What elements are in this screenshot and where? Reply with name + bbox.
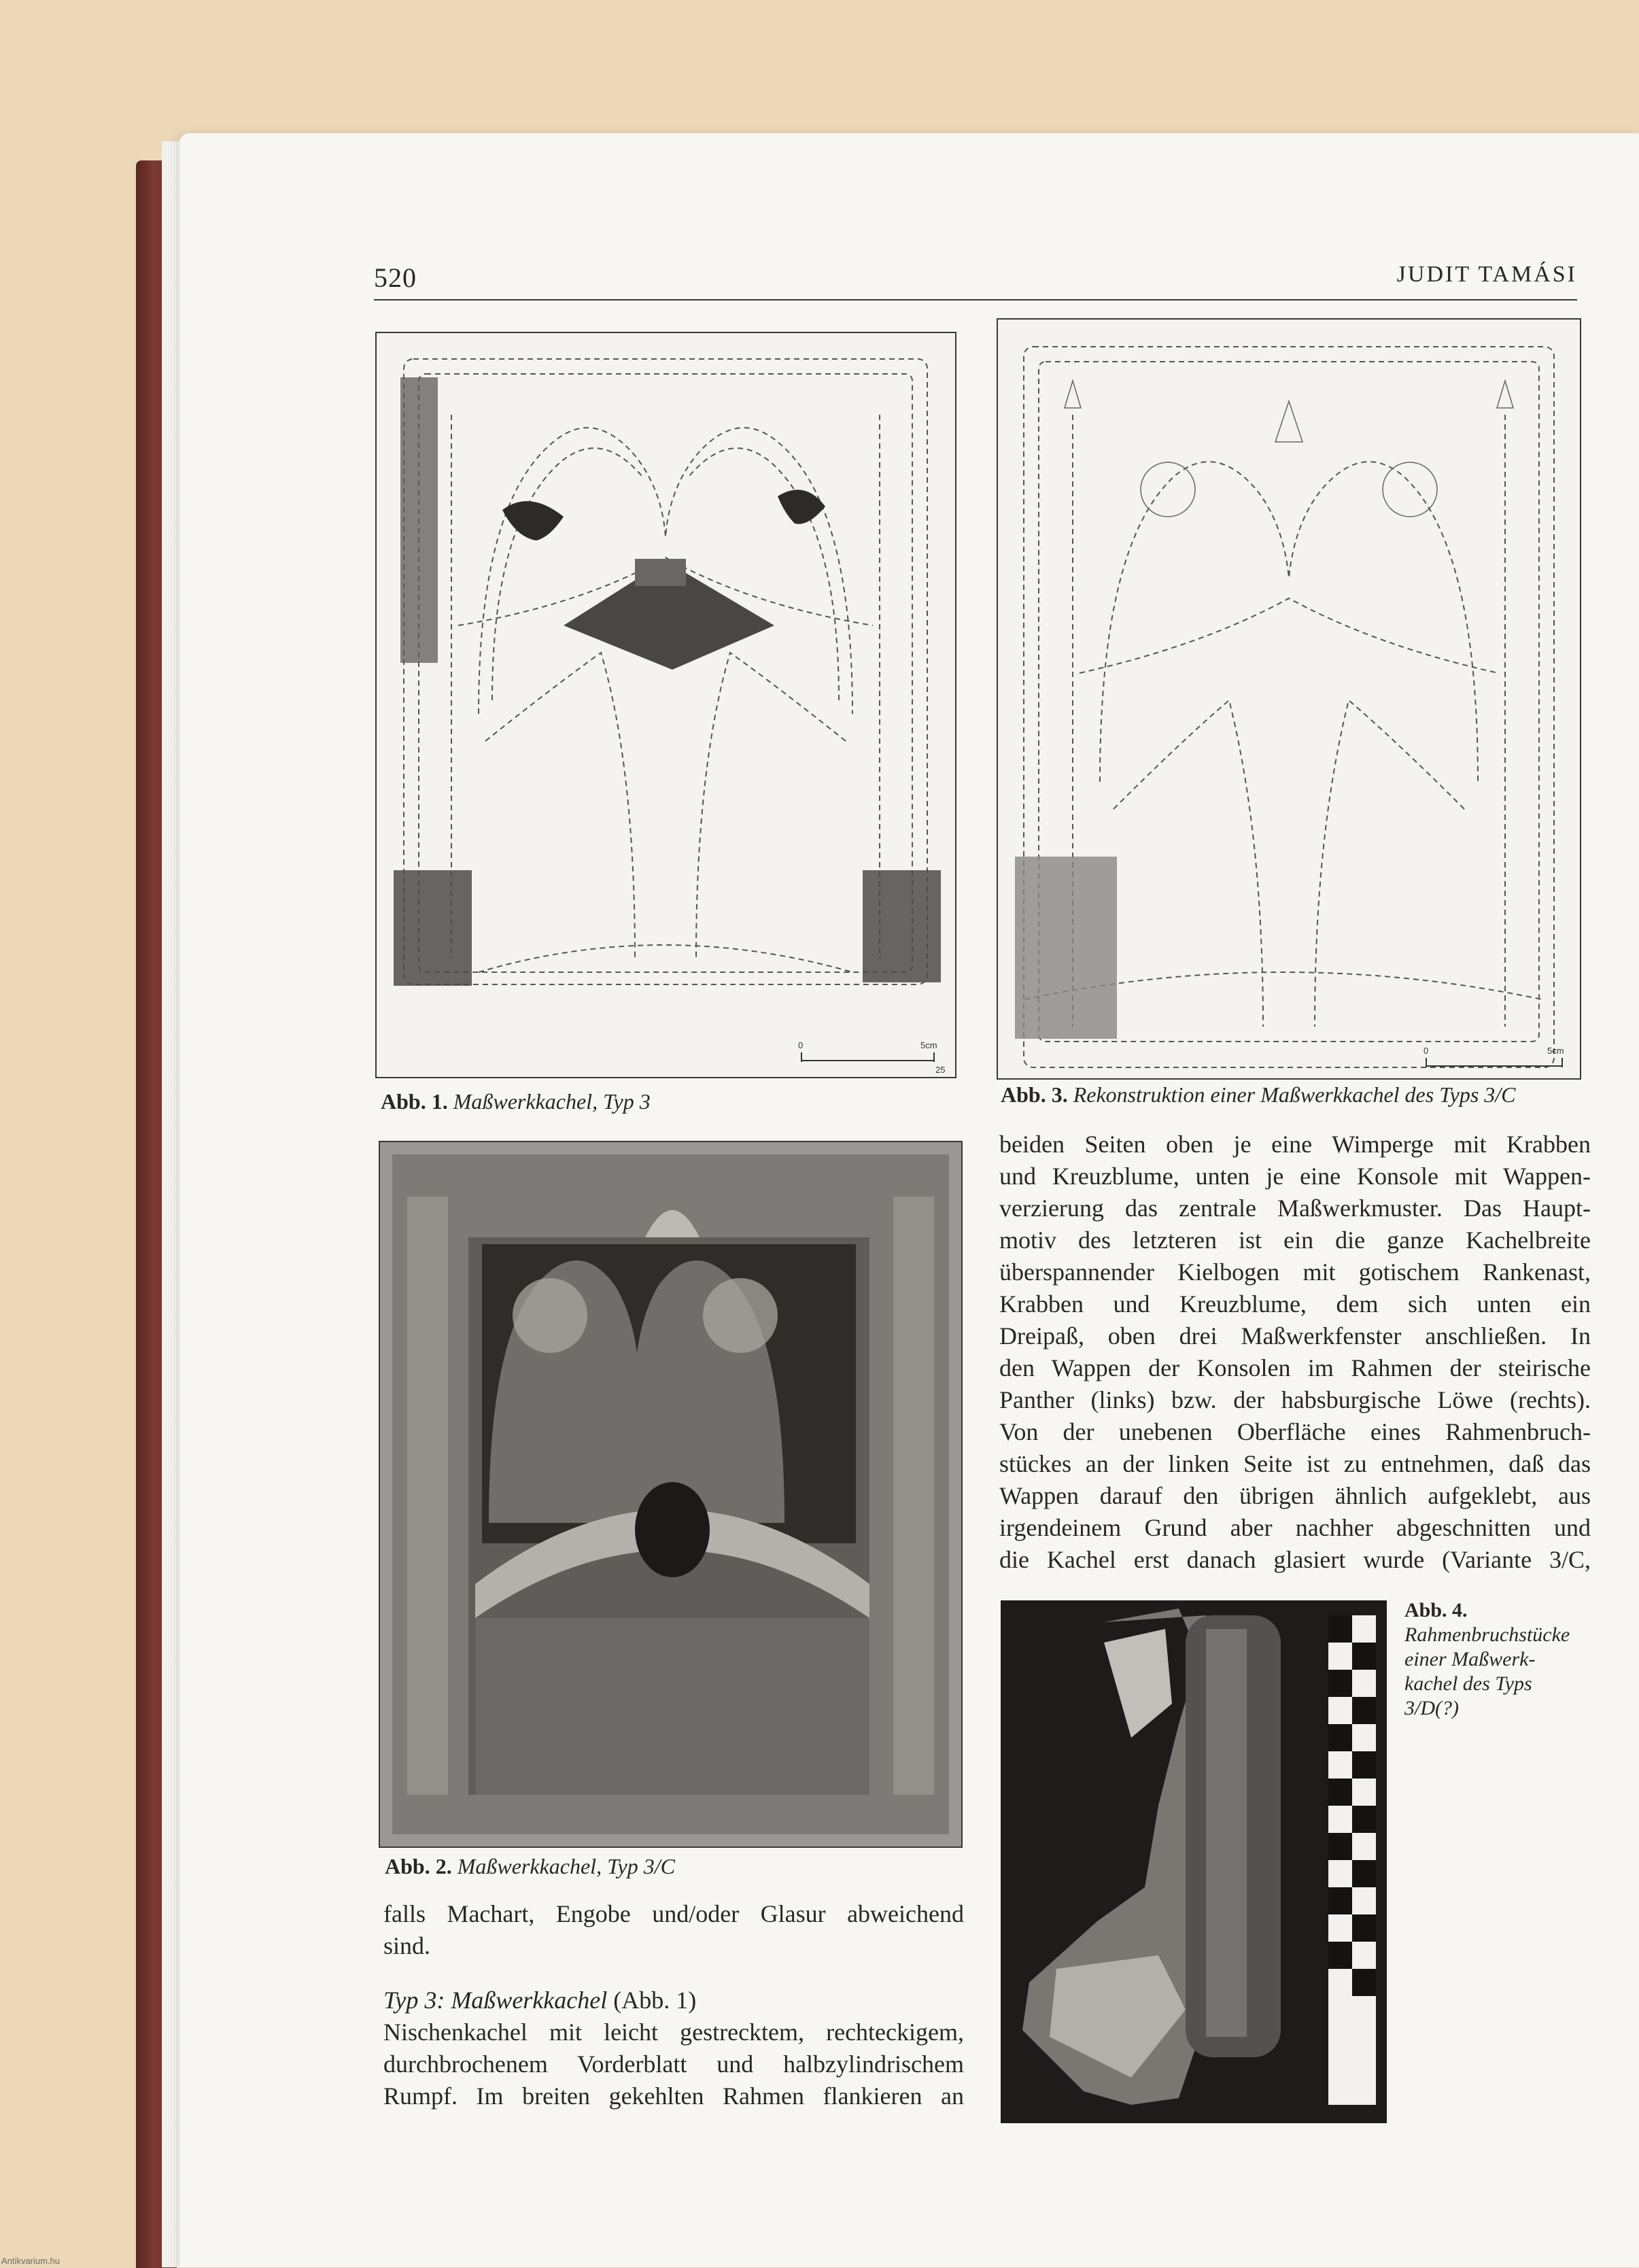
text-line: Panther (links) bzw. der habsburgische Löwe (rechts). — [999, 1386, 1591, 1413]
figure-3-caption-text: Rekonstruktion einer Maßwerkkachel des Typs 3/C — [1073, 1082, 1516, 1107]
section-heading-line — [383, 1984, 964, 2016]
header-rule — [374, 299, 1577, 300]
figure-2-label: Abb. 2. — [385, 1854, 458, 1878]
figure-2-caption-text: Maßwerkkachel, Typ 3/C — [457, 1854, 675, 1878]
running-head — [374, 262, 1577, 303]
text-line: Krabben und Kreuzblume, dem sich unten ein — [999, 1290, 1591, 1318]
right-column-text — [999, 1129, 1591, 1576]
figure-4-label: Abb. 4. — [1404, 1599, 1468, 1621]
text-line: durchbrochenem Vorderblatt und halbzylindrischem — [383, 2050, 964, 2078]
figure-3-caption — [1001, 1082, 1516, 1107]
section-heading: Typ 3: Maßwerkkachel — [383, 1987, 608, 2014]
tile-drawing-3 — [998, 320, 1580, 1078]
fragment-photo — [1002, 1602, 1385, 2122]
figure-4-caption-line: Rahmenbruchstücke — [1404, 1623, 1570, 1646]
text-line: motiv des letzteren ist ein die ganze Kachelbreite — [999, 1226, 1591, 1254]
left-column-text — [383, 1898, 964, 2112]
figure-1-caption — [381, 1089, 651, 1114]
text-line: die Kachel erst danach glasiert wurde (Variante 3/C, — [999, 1546, 1591, 1573]
page-number: 520 — [374, 262, 417, 293]
text-line: Rumpf. Im breiten gekehlten Rahmen flankieren an — [383, 2082, 964, 2110]
figure-1-caption-text: Maßwerkkachel, Typ 3 — [453, 1089, 651, 1114]
text-line: verzierung das zentrale Maßwerkmuster. Das Haupt- — [999, 1195, 1591, 1222]
text-line: beiden Seiten oben je eine Wimperge mit Krabben — [999, 1131, 1591, 1158]
figure-4-caption-line: 3/D(?) — [1404, 1697, 1459, 1719]
paragraph-gap — [383, 1962, 964, 1984]
scale-end-1: 5cm — [920, 1040, 937, 1050]
checker-scale-bar — [1328, 1615, 1376, 2105]
text-line: und Kreuzblume, unten je eine Konsole mit Wappen- — [999, 1163, 1591, 1190]
text-line: falls Machart, Engobe und/oder Glasur abweichend — [383, 1900, 964, 1927]
drawing-number: 25 — [935, 1065, 946, 1075]
section-figure-ref: (Abb. 1) — [607, 1987, 697, 2014]
text-line: Wappen darauf den übrigen ähnlich aufgeklebt, aus — [999, 1482, 1591, 1509]
scale-start-3: 0 — [1424, 1046, 1429, 1056]
figure-2-photo — [379, 1141, 963, 1848]
tile-photo — [380, 1142, 961, 1846]
figure-1-label: Abb. 1. — [381, 1089, 453, 1114]
figure-3-drawing — [997, 318, 1581, 1080]
text-line: irgendeinem Grund aber nachher abgeschnitten und — [999, 1514, 1591, 1541]
figure-4-caption-line: einer Maßwerk- — [1404, 1648, 1536, 1670]
text-line: Dreipaß, oben drei Maßwerkfenster anschließen. In — [999, 1322, 1591, 1350]
figure-2-caption — [385, 1854, 675, 1879]
watermark: Antikvarium.hu — [1, 2256, 60, 2266]
text-line: stückes an der linken Seite ist zu entnehmen, daß das — [999, 1450, 1591, 1477]
figure-4-photo — [1001, 1600, 1387, 2123]
text-line: den Wappen der Konsolen im Rahmen der steirische — [999, 1354, 1591, 1381]
scale-start-1: 0 — [798, 1040, 804, 1050]
figure-3-label: Abb. 3. — [1001, 1082, 1073, 1107]
figure-1-drawing — [375, 332, 956, 1078]
text-line: Nischenkachel mit leicht gestrecktem, rechteckigem, — [383, 2018, 964, 2046]
stippled-fragment — [1015, 857, 1117, 1039]
figure-4-caption-line: kachel des Typs — [1404, 1672, 1532, 1695]
text-line: Von der unebenen Oberfläche eines Rahmenbruch- — [999, 1418, 1591, 1445]
text-line: überspannender Kielbogen mit gotischem Rankenast, — [999, 1258, 1591, 1286]
figure-4-caption — [1404, 1598, 1570, 1721]
scale-end-3: 5cm — [1547, 1046, 1564, 1056]
author-name: JUDIT TAMÁSI — [1396, 262, 1577, 287]
text-line: sind. — [383, 1932, 431, 1959]
tile-drawing-1 — [377, 333, 955, 1077]
